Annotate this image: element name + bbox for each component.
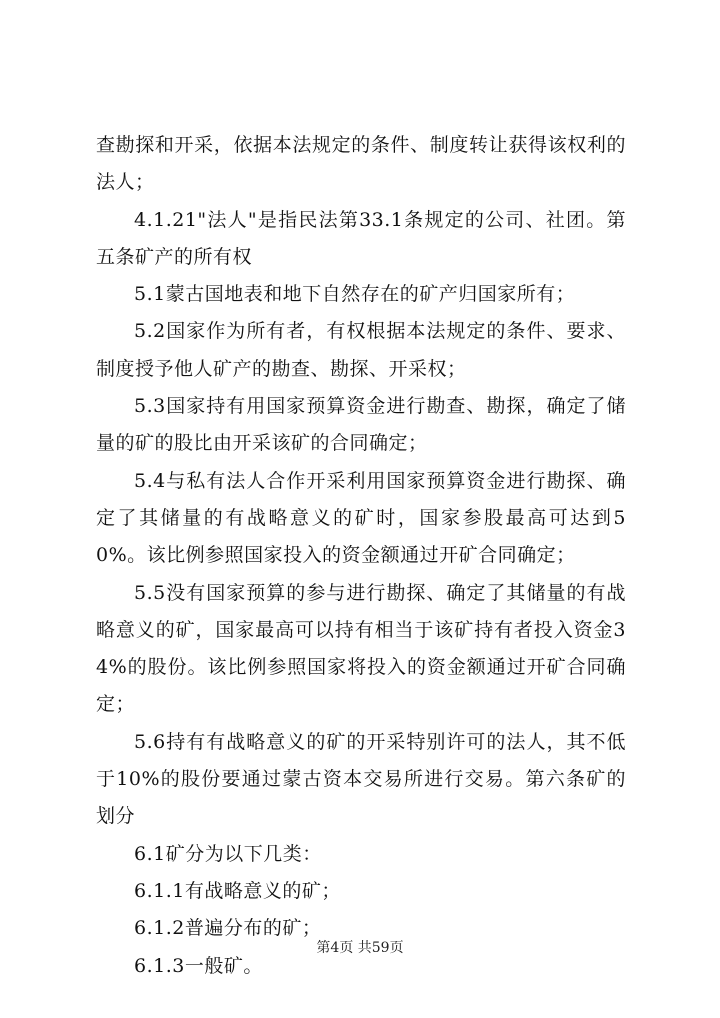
paragraph: 查勘探和开采，依据本法规定的条件、制度转让获得该权利的法人； [96,134,626,194]
paragraph: 5.4与私有法人合作开采利用国家预算资金进行勘探、确定了其储量的有战略意义的矿时，国家参股最高可达到50%。该比例参照国家投入的资金额通过开矿合同确定； [96,469,626,567]
paragraph: 5.6持有有战略意义的矿的开采特别许可的法人，其不低于10%的股份要通过蒙古资本交易所进行交易。第六条矿的划分 [96,730,626,828]
paragraph: 4.1.21"法人"是指民法第33.1条规定的公司、社团。第五条矿产的所有权 [96,208,626,268]
paragraph: 6.1.3一般矿。 [134,954,263,977]
paragraph: 5.5没有国家预算的参与进行勘探、确定了其储量的有战略意义的矿，国家最高可以持有相当于该矿持有者投入资金34%的股份。该比例参照国家将投入的资金额通过开矿合同确定； [96,581,626,716]
page-number-footer: 第4页 共59页 [316,940,404,956]
paragraph: 6.1.1有战略意义的矿； [134,879,341,902]
paragraph: 5.2国家作为所有者，有权根据本法规定的条件、要求、制度授予他人矿产的勘查、勘探、开采权； [96,320,626,380]
paragraph: 5.1蒙古国地表和地下自然存在的矿产归国家所有； [134,283,576,306]
document-body [96,127,626,985]
paragraph: 6.1.2普遍分布的矿； [134,917,322,940]
paragraph: 6.1矿分为以下几类： [134,842,322,865]
paragraph: 5.3国家持有用国家预算资金进行勘查、勘探，确定了储量的矿的股比由开采该矿的合同确定； [96,395,626,455]
